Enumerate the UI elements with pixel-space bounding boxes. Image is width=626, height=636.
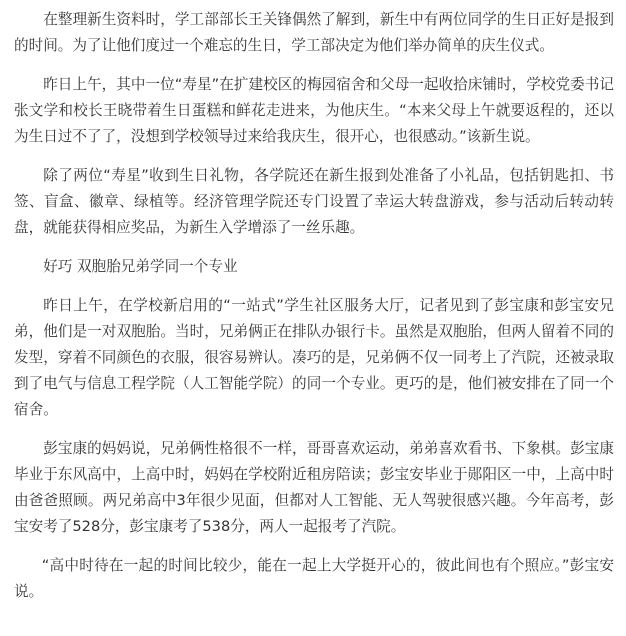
paragraph-birthday-celebration: 昨日上午，其中一位“寿星”在扩建校区的梅园宿舍和父母一起收拾床铺时，学校党委书记张文学和校长王晓带着生日蛋糕和鲜花走进来，为他庆生。“本来父母上午就要返程的，还以为生日过不了了，没想到学校领导过来给我庆生，很开心，也很感动。”该新生说。	[14, 76, 614, 145]
paragraph-gifts: 除了两位“寿星”收到生日礼物，各学院还在新生报到处准备了小礼品，包括钥匙扣、书签、盲盒、徽章、绿植等。经济管理学院还专门设置了幸运大转盘游戏，参与活动后转动转盘，就能获得相应奖品，为新生入学增添了一丝乐趣。	[14, 167, 614, 236]
article-body	[14, 7, 614, 618]
paragraph-twins-background: 彭宝康的妈妈说，兄弟俩性格很不一样，哥哥喜欢运动，弟弟喜欢看书、下象棋。彭宝康毕业于东风高中，上高中时，妈妈在学校附近租房陪读；彭宝安毕业于郧阳区一中，上高中时由爸爸照顾。两兄弟高中3年很少见面，但都对人工智能、无人驾驶很感兴趣。今年高考，彭宝安考了528分，彭宝康考了538分，两人一起报考了汽院。	[14, 440, 614, 535]
paragraph-birthday-discovery: 在整理新生资料时，学工部部长王关锋偶然了解到，新生中有两位同学的生日正好是报到的时间。为了让他们度过一个难忘的生日，学工部决定为他们举办简单的庆生仪式。	[14, 11, 614, 54]
paragraph-twins-intro: 昨日上午，在学校新启用的“一站式”学生社区服务大厅，记者见到了彭宝康和彭宝安兄弟，他们是一对双胞胎。当时，兄弟俩正在排队办银行卡。虽然是双胞胎，但两人留着不同的发型，穿着不同颜色的衣服，很容易辨认。凑巧的是，兄弟俩不仅一同考上了汽院，还被录取到了电气与信息工程学院（人工智能学院）的同一个专业。更巧的是，他们被安排在了同一个宿舍。	[14, 297, 614, 418]
section-subheading: 好巧 双胞胎兄弟学同一个专业	[43, 258, 238, 275]
paragraph-twin-quote: “高中时待在一起的时间比较少，能在一起上大学挺开心的，彼此间也有个照应。”彭宝安说。	[14, 557, 614, 600]
